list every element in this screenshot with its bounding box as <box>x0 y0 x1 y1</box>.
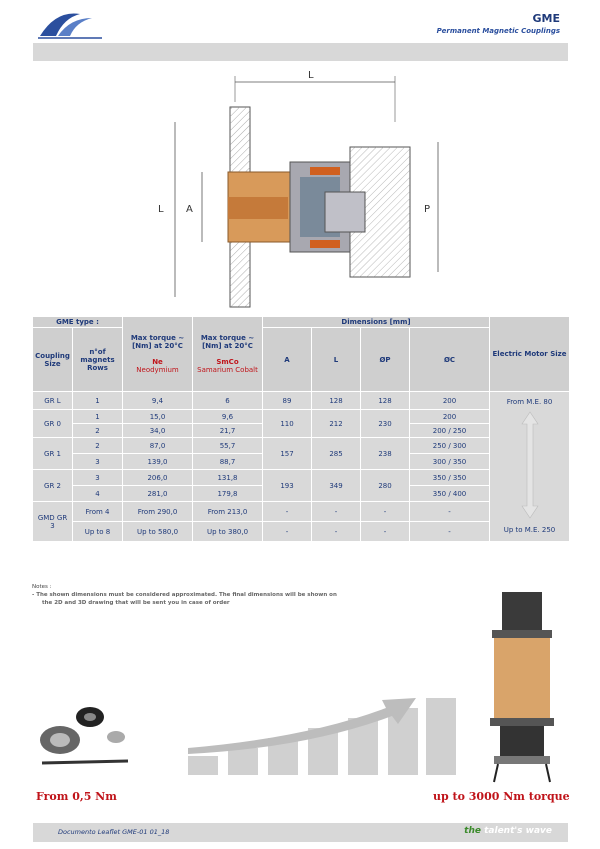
motor-coupling-image <box>480 590 565 785</box>
spec-table <box>32 316 570 542</box>
document-reference: Documento Leaflet GME-01 01_18 <box>58 828 170 836</box>
table-cell: 300 / 350 <box>410 454 490 470</box>
smco-sub: Samarium Cobalt <box>197 366 258 374</box>
col-p-header: ØP <box>361 328 410 392</box>
table-cell: 128 <box>312 392 361 410</box>
table-cell: 88,7 <box>193 454 263 470</box>
table-cell: - <box>312 522 361 542</box>
col-l-header: L <box>312 328 361 392</box>
table-cell: 281,0 <box>123 486 193 502</box>
coupling-section-drawing <box>150 62 460 312</box>
dim-L-top: L <box>308 70 314 81</box>
table-cell: 21,7 <box>193 424 263 438</box>
table-cell: - <box>263 522 312 542</box>
slogan <box>464 826 552 836</box>
table-cell: - <box>361 522 410 542</box>
torque-ne-head-text: Max torque ~ [Nm] at 20°C <box>130 334 185 350</box>
gme-type-header: GME type : <box>33 317 123 328</box>
table-cell: Up to 8 <box>73 522 123 542</box>
table-cell: 2 <box>73 424 123 438</box>
caption-from: From 0,5 Nm <box>36 790 117 803</box>
table-cell: - <box>410 522 490 542</box>
table-cell: 212 <box>312 410 361 438</box>
page-subtitle: Permanent Magnetic Couplings <box>436 27 560 35</box>
col-c-header: ØC <box>410 328 490 392</box>
table-cell: 128 <box>361 392 410 410</box>
dim-A: A <box>186 204 193 215</box>
table-cell: 87,0 <box>123 438 193 454</box>
table-cell: - <box>263 502 312 522</box>
dim-L-left: L <box>158 204 164 215</box>
table-cell: 3 <box>73 470 123 486</box>
smco-label: SmCo <box>216 358 239 366</box>
table-cell: 280 <box>361 470 410 502</box>
table-cell: 200 <box>410 392 490 410</box>
table-cell: 6 <box>193 392 263 410</box>
table-cell: From 290,0 <box>123 502 193 522</box>
notes-heading: Notes : <box>32 584 52 590</box>
coupling-size-header: Coupling Size <box>33 328 73 392</box>
page-title: GME <box>532 12 560 25</box>
table-cell: 285 <box>312 438 361 470</box>
motor-to: Up to M.E. 250 <box>503 526 556 534</box>
table-cell: 1 <box>73 392 123 410</box>
table-cell: 349 <box>312 470 361 502</box>
table-cell: 250 / 300 <box>410 438 490 454</box>
table-cell: 2 <box>73 438 123 454</box>
table-cell: GR 0 <box>33 410 73 438</box>
magnets-header: n°of magnets Rows <box>73 328 123 392</box>
table-cell: 206,0 <box>123 470 193 486</box>
table-cell: 157 <box>263 438 312 470</box>
table-cell: GR L <box>33 392 73 410</box>
table-cell: 15,0 <box>123 410 193 424</box>
table-cell: 9,4 <box>123 392 193 410</box>
table-cell: From 213,0 <box>193 502 263 522</box>
notes-line-2: the 2D and 3D drawing that will be sent you in case of order <box>42 600 230 606</box>
table-cell: - <box>312 502 361 522</box>
motor-from: From M.E. 80 <box>506 398 553 406</box>
table-cell: 89 <box>263 392 312 410</box>
table-cell: 1 <box>73 410 123 424</box>
table-cell: 193 <box>263 470 312 502</box>
header-band <box>33 43 568 61</box>
table-cell: GMD GR 3 <box>33 502 73 542</box>
table-cell: Up to 580,0 <box>123 522 193 542</box>
table-cell: 200 <box>410 410 490 424</box>
table-cell: GR 2 <box>33 470 73 502</box>
table-cell: 230 <box>361 410 410 438</box>
table-cell: 9,6 <box>193 410 263 424</box>
dimensions-header: Dimensions [mm] <box>263 317 490 328</box>
rising-torque-graphic <box>186 688 458 775</box>
table-cell: - <box>361 502 410 522</box>
range-arrow-icon <box>520 410 540 520</box>
company-logo <box>36 6 106 42</box>
torque-smco-head-text: Max torque ~ [Nm] at 20°C <box>200 334 255 350</box>
notes-line-1: - The shown dimensions must be considered approximated. The final dimensions will be shown on <box>32 592 337 598</box>
caption-upto: up to 3000 Nm torque <box>433 790 570 803</box>
table-cell: 139,0 <box>123 454 193 470</box>
table-cell: 350 / 350 <box>410 470 490 486</box>
small-coupling-parts-image <box>30 695 140 775</box>
table-cell: 110 <box>263 410 312 438</box>
table-cell: - <box>410 502 490 522</box>
table-cell: 131,8 <box>193 470 263 486</box>
dim-P: P <box>424 204 431 215</box>
col-a-header: A <box>263 328 312 392</box>
slogan-rest: talent's wave <box>480 826 552 836</box>
table-cell: 179,8 <box>193 486 263 502</box>
table-cell: 34,0 <box>123 424 193 438</box>
torque-smco-header <box>193 317 263 392</box>
ne-sub: Neodymium <box>136 366 179 374</box>
table-cell: Up to 380,0 <box>193 522 263 542</box>
motor-size-cell <box>490 392 570 542</box>
table-cell: 238 <box>361 438 410 470</box>
table-cell: GR 1 <box>33 438 73 470</box>
table-cell: 350 / 400 <box>410 486 490 502</box>
table-cell: From 4 <box>73 502 123 522</box>
ne-label: Ne <box>152 358 163 366</box>
table-cell: 4 <box>73 486 123 502</box>
table-cell: 55,7 <box>193 438 263 454</box>
motor-size-header: Electric Motor Size <box>490 317 570 392</box>
torque-ne-header <box>123 317 193 392</box>
table-cell: 200 / 250 <box>410 424 490 438</box>
slogan-the: the <box>464 826 481 836</box>
notes <box>32 583 337 607</box>
table-cell: 3 <box>73 454 123 470</box>
